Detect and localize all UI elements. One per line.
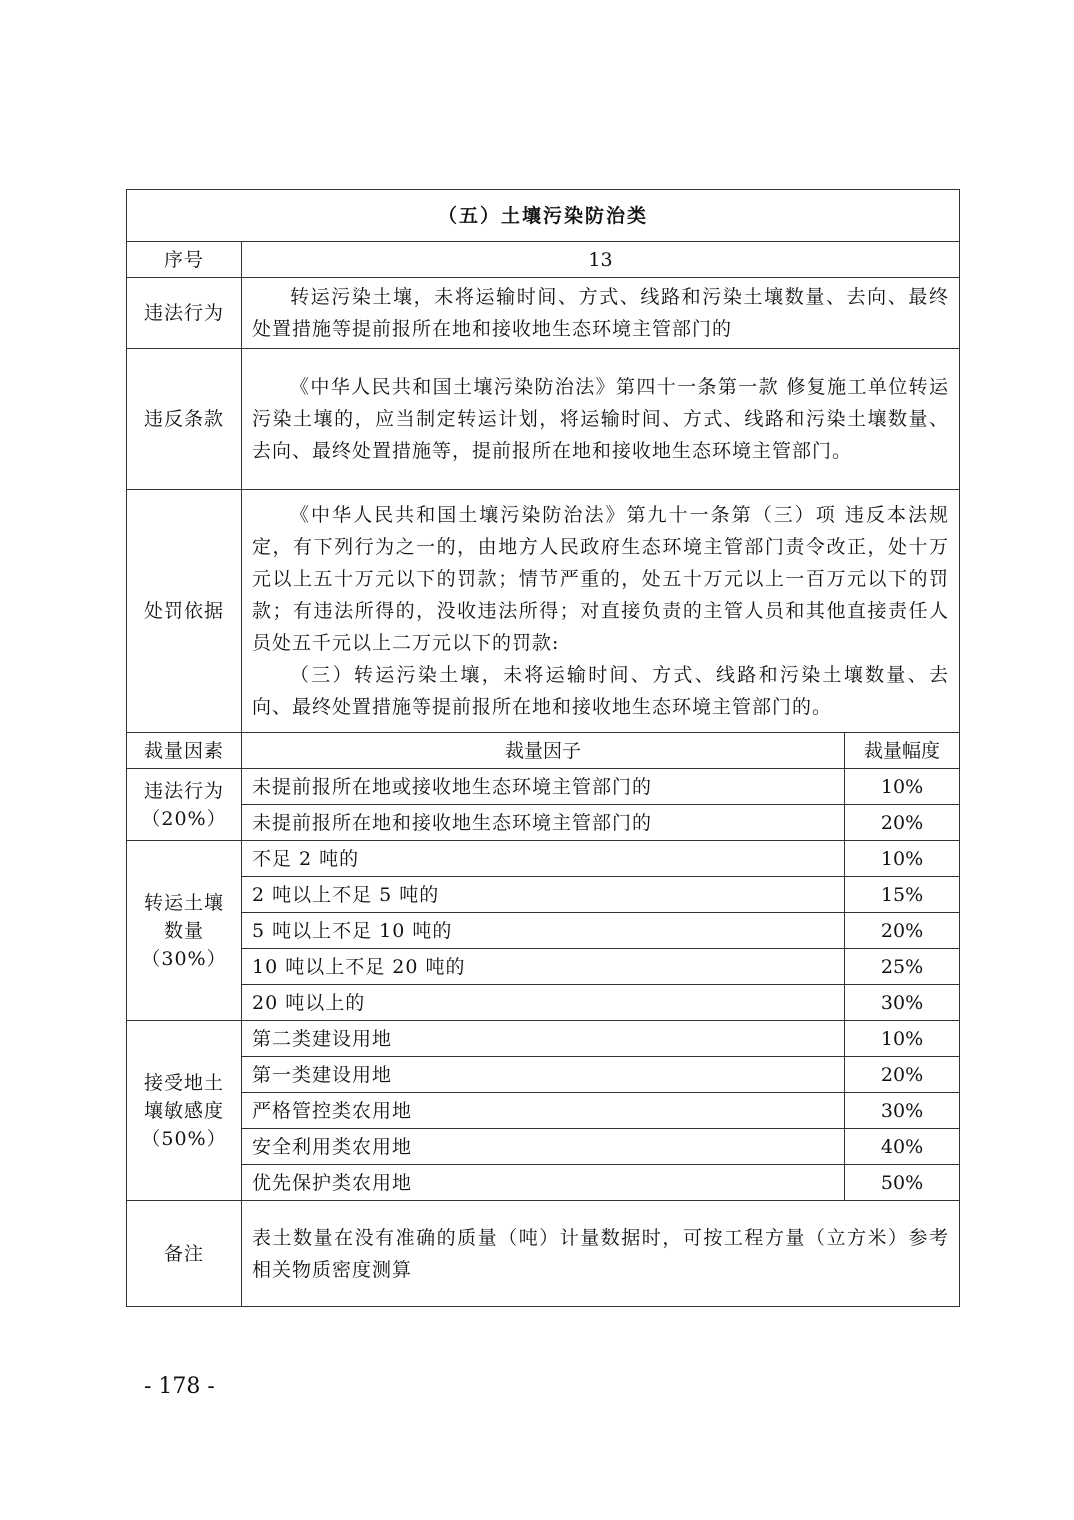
seq-label: 序号: [127, 242, 242, 278]
group-label-line: 转运土壤: [143, 891, 224, 914]
range-cell: 20%: [845, 913, 960, 949]
factor-cell: 优先保护类农用地: [242, 1165, 845, 1201]
seq-value: 13: [242, 242, 960, 278]
group-label: [127, 769, 242, 841]
violation-text-content: 转运污染土壤，未将运输时间、方式、线路和污染土壤数量、去向、最终处置措施等提前报所在地和接收地生态环境主管部门的: [252, 286, 950, 340]
group-label-line: 数量: [163, 919, 204, 942]
group-label-line: （50%）: [141, 1127, 227, 1150]
factor-header-label: 裁量因素: [127, 733, 242, 769]
remark-label: 备注: [127, 1201, 242, 1307]
penalty-standard-table: [126, 189, 960, 1307]
factor-cell: 未提前报所在地或接收地生态环境主管部门的: [242, 769, 845, 805]
factor-cell: 第二类建设用地: [242, 1021, 845, 1057]
clause-label: 违反条款: [127, 349, 242, 490]
factor-cell: 5 吨以上不足 10 吨的: [242, 913, 845, 949]
clause-text: [242, 349, 960, 490]
group-label-line: 违法行为: [143, 779, 224, 802]
penalty-text: [242, 490, 960, 733]
group-label-line: （20%）: [141, 807, 227, 830]
group-label-line: 接受地土: [143, 1071, 224, 1094]
group-label-line: （30%）: [141, 947, 227, 970]
factor-cell: 安全利用类农用地: [242, 1129, 845, 1165]
factor-cell: 10 吨以上不足 20 吨的: [242, 949, 845, 985]
range-cell: 20%: [845, 805, 960, 841]
remark-text: 表土数量在没有准确的质量（吨）计量数据时，可按工程方量（立方米）参考相关物质密度测算: [242, 1201, 960, 1307]
range-cell: 15%: [845, 877, 960, 913]
range-cell: 10%: [845, 769, 960, 805]
factor-cell: 第一类建设用地: [242, 1057, 845, 1093]
group-label: [127, 1021, 242, 1201]
violation-label: 违法行为: [127, 278, 242, 349]
factor-cell: 2 吨以上不足 5 吨的: [242, 877, 845, 913]
penalty-label: 处罚依据: [127, 490, 242, 733]
page-number: - 178 -: [144, 1374, 215, 1399]
range-cell: 40%: [845, 1129, 960, 1165]
range-cell: 50%: [845, 1165, 960, 1201]
violation-text: [242, 278, 960, 349]
group-label-line: 壤敏感度: [143, 1099, 224, 1122]
factor-cell: 不足 2 吨的: [242, 841, 845, 877]
range-cell: 30%: [845, 1093, 960, 1129]
range-header: 裁量幅度: [845, 733, 960, 769]
factor-cell: 严格管控类农用地: [242, 1093, 845, 1129]
group-label: [127, 841, 242, 1021]
range-cell: 30%: [845, 985, 960, 1021]
penalty-text-2: （三）转运污染土壤，未将运输时间、方式、线路和污染土壤数量、去向、最终处置措施等提前报所在地和接收地生态环境主管部门的。: [252, 664, 950, 718]
factor-cell: 20 吨以上的: [242, 985, 845, 1021]
range-cell: 20%: [845, 1057, 960, 1093]
factor-cell: 未提前报所在地和接收地生态环境主管部门的: [242, 805, 845, 841]
range-cell: 10%: [845, 1021, 960, 1057]
range-cell: 25%: [845, 949, 960, 985]
penalty-text-1: 《中华人民共和国土壤污染防治法》第九十一条第（三）项 违反本法规定，有下列行为之一的，由地方人民政府生态环境主管部门责令改正，处十万元以上五十万元以下的罚款；情节严重的，处五十万元以上一百万元以下的罚款；有违法所得的，没收违法所得；对直接负责的主管人员和其他直接责任人员处五千元以上二万元以下的罚款:: [252, 504, 950, 654]
table-title: （五）土壤污染防治类: [127, 190, 960, 242]
range-cell: 10%: [845, 841, 960, 877]
factor-header: 裁量因子: [242, 733, 845, 769]
clause-text-content: 《中华人民共和国土壤污染防治法》第四十一条第一款 修复施工单位转运污染土壤的，应当制定转运计划，将运输时间、方式、线路和污染土壤数量、去向、最终处置措施等，提前报所在地和接收地生态环境主管部门。: [252, 376, 950, 462]
